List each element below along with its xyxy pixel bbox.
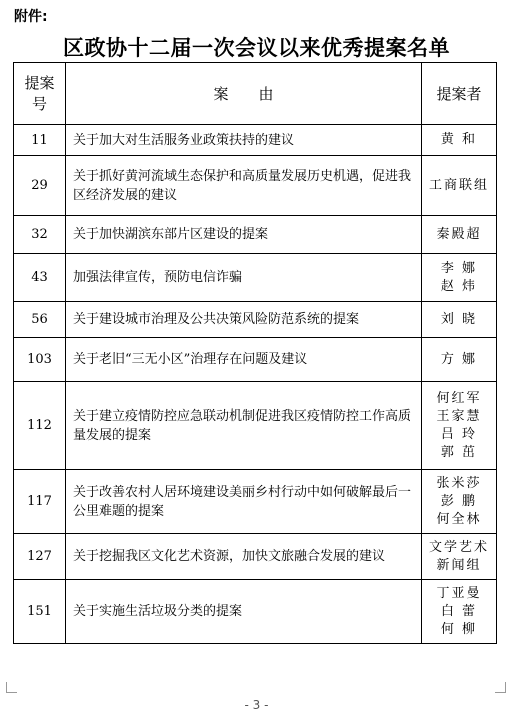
proposal-authors	[422, 338, 497, 382]
proposal-number: 127	[14, 534, 66, 580]
table-row	[14, 470, 497, 534]
proposal-reason: 关于建设城市治理及公共决策风险防范系统的提案	[66, 302, 422, 338]
proposal-reason: 加强法律宣传，预防电信诈骗	[66, 254, 422, 302]
proposal-reason: 关于实施生活垃圾分类的提案	[66, 580, 422, 644]
proposal-author: 赵 炜	[440, 278, 478, 294]
proposal-author: 工商联组	[428, 177, 489, 193]
proposal-author: 何红军	[436, 390, 482, 406]
table-row	[14, 302, 497, 338]
table-row	[14, 156, 497, 216]
proposal-author: 白 蕾	[440, 603, 478, 619]
page-number: - 3 -	[244, 698, 269, 712]
proposal-number: 117	[14, 470, 66, 534]
proposal-authors	[422, 534, 497, 580]
header-number-label: 提案号	[24, 73, 55, 113]
proposal-author: 吕 玲	[440, 426, 478, 442]
table-row	[14, 125, 497, 156]
proposal-author: 新闻组	[436, 557, 482, 573]
document-title: 区政协十二届一次会议以来优秀提案名单	[63, 35, 450, 60]
proposal-reason: 关于加快湖滨东部片区建设的提案	[66, 216, 422, 254]
crop-mark-bottom-left	[6, 682, 17, 693]
proposal-author: 张米莎	[436, 475, 482, 491]
proposal-reason: 关于挖掘我区文化艺术资源，加快文旅融合发展的建议	[66, 534, 422, 580]
crop-mark-bottom-right	[495, 682, 506, 693]
table-row	[14, 216, 497, 254]
proposal-authors	[422, 216, 497, 254]
proposal-number: 151	[14, 580, 66, 644]
table-row	[14, 534, 497, 580]
proposal-author: 郭 茁	[440, 444, 478, 460]
header-number	[14, 63, 66, 125]
proposal-author: 方 娜	[440, 351, 478, 367]
proposal-number: 103	[14, 338, 66, 382]
proposal-author: 何全林	[436, 511, 482, 527]
proposal-authors	[422, 125, 497, 156]
proposal-authors	[422, 156, 497, 216]
proposal-author: 刘 晓	[440, 311, 478, 327]
proposal-author: 彭 鹏	[440, 493, 478, 509]
proposal-authors	[422, 470, 497, 534]
table-row	[14, 338, 497, 382]
proposal-author: 黄 和	[440, 132, 478, 147]
proposal-number: 11	[14, 125, 66, 156]
table-row	[14, 382, 497, 470]
proposal-number: 56	[14, 302, 66, 338]
header-author: 提案者	[422, 63, 497, 125]
proposal-number: 112	[14, 382, 66, 470]
proposal-authors	[422, 580, 497, 644]
proposal-table	[13, 62, 497, 644]
table-header-row	[14, 63, 497, 125]
table-row	[14, 580, 497, 644]
proposal-authors	[422, 254, 497, 302]
header-reason: 案 由	[66, 63, 422, 125]
proposal-author: 文学艺术	[428, 539, 489, 555]
proposal-author: 李 娜	[440, 260, 478, 276]
proposal-reason: 关于抓好黄河流域生态保护和高质量发展历史机遇，促进我区经济发展的建议	[66, 156, 422, 216]
proposal-author: 丁亚曼	[436, 585, 482, 601]
proposal-number: 29	[14, 156, 66, 216]
proposal-number: 43	[14, 254, 66, 302]
attachment-label: 附件:	[14, 9, 48, 25]
table-row	[14, 254, 497, 302]
proposal-author: 王家慧	[436, 408, 482, 424]
proposal-authors	[422, 302, 497, 338]
proposal-author: 何 柳	[440, 621, 478, 637]
proposal-authors	[422, 382, 497, 470]
proposal-reason: 关于老旧“三无小区”治理存在问题及建议	[66, 338, 422, 382]
proposal-author: 秦殿超	[436, 226, 482, 242]
proposal-number: 32	[14, 216, 66, 254]
proposal-reason: 关于改善农村人居环境建设美丽乡村行动中如何破解最后一公里难题的提案	[66, 470, 422, 534]
proposal-reason: 关于建立疫情防控应急联动机制促进我区疫情防控工作高质量发展的提案	[66, 382, 422, 470]
proposal-reason: 关于加大对生活服务业政策扶持的建议	[66, 125, 422, 156]
